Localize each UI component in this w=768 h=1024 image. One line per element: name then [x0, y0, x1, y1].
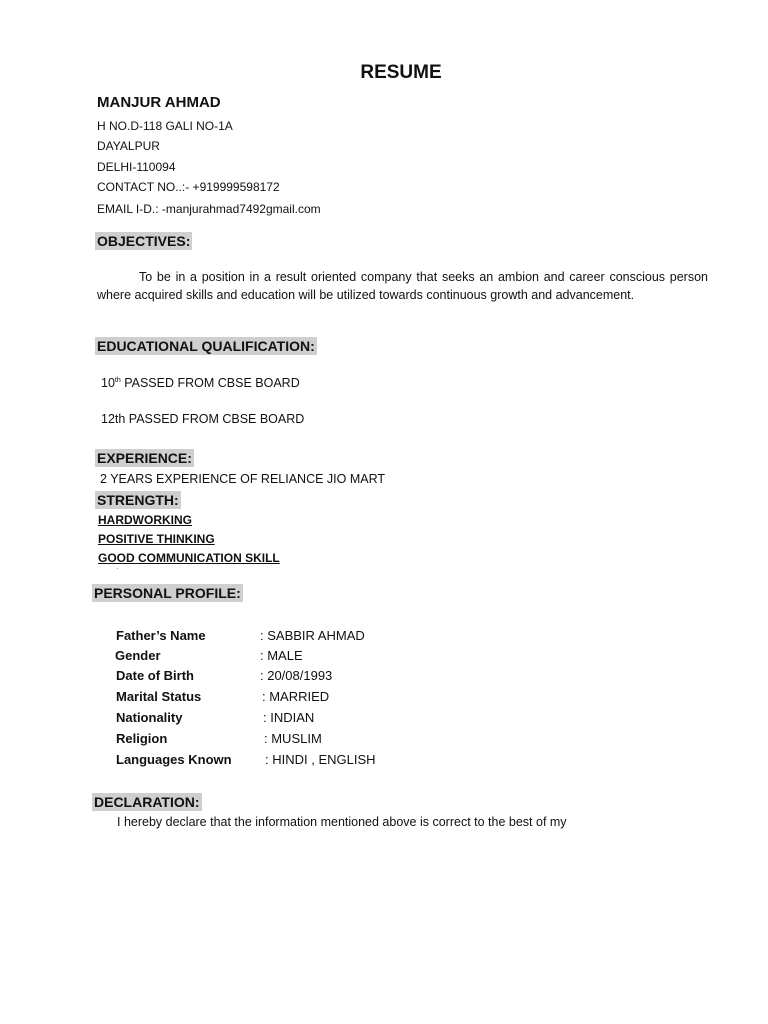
education-heading: EDUCATIONAL QUALIFICATION: — [97, 338, 315, 354]
experience-text: 2 YEARS EXPERIENCE OF RELIANCE JIO MART — [100, 472, 386, 486]
education-item-10th-text: PASSED FROM CBSE BOARD — [120, 376, 300, 390]
address-line-1: H NO.D-118 GALI NO-1A — [97, 119, 233, 133]
declaration-heading: DECLARATION: — [94, 794, 200, 810]
education-item-10th-suffix: th — [114, 377, 121, 384]
address-line-2: DAYALPUR — [97, 139, 160, 153]
profile-label: Gender — [115, 648, 161, 663]
strength-item: POSITIVE THINKING — [98, 532, 215, 546]
page-title: RESUME — [360, 62, 442, 83]
experience-heading: EXPERIENCE: — [97, 450, 192, 466]
profile-value: : HINDI , ENGLISH — [265, 752, 376, 767]
stray-mark: · — [116, 564, 119, 573]
strength-item: HARDWORKING — [98, 513, 192, 527]
profile-label: Languages Known — [116, 752, 232, 767]
contact-number: CONTACT NO..:- +919999598172 — [97, 180, 280, 194]
profile-label: Marital Status — [116, 689, 202, 704]
profile-label: Father’s Name — [116, 628, 206, 643]
strength-heading: STRENGTH: — [97, 492, 179, 508]
profile-label: Religion — [116, 731, 168, 746]
profile-value: : MUSLIM — [264, 731, 322, 746]
profile-label: Nationality — [116, 710, 183, 725]
strength-item: GOOD COMMUNICATION SKILL — [98, 551, 280, 565]
personal-profile-heading: PERSONAL PROFILE: — [94, 585, 241, 601]
address-line-3: DELHI-110094 — [97, 160, 176, 174]
objectives-heading: OBJECTIVES: — [97, 233, 191, 249]
profile-value: : INDIAN — [263, 710, 315, 725]
education-item-12th: 12th PASSED FROM CBSE BOARD — [101, 412, 305, 426]
profile-label: Date of Birth — [116, 668, 194, 683]
objectives-text: To be in a position in a result oriented company that seeks an ambion and career conscious person where acquired skills and education will be utilized towards continuous growth and advancement. — [97, 270, 708, 302]
education-item-10th-number: 10 — [101, 376, 115, 390]
profile-value: : 20/08/1993 — [260, 668, 333, 683]
declaration-text: I hereby declare that the information mentioned above is correct to the best of my — [117, 815, 567, 829]
email-address: EMAIL I-D.: -manjurahmad7492gmail.com — [97, 202, 321, 216]
education-item-10th — [101, 376, 300, 390]
profile-value: : MALE — [260, 648, 303, 663]
profile-value: : MARRIED — [262, 689, 330, 704]
profile-value: : SABBIR AHMAD — [260, 628, 365, 643]
candidate-name: MANJUR AHMAD — [97, 94, 221, 111]
